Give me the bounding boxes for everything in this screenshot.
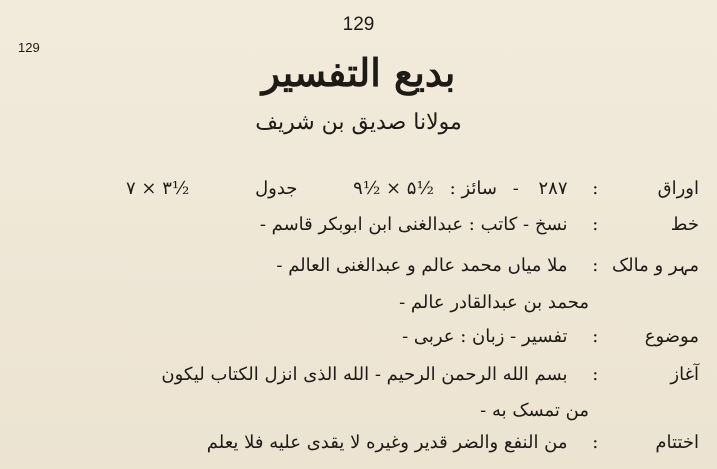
colon: : <box>592 255 599 276</box>
page-number-side: 129 <box>18 40 40 55</box>
separator: - <box>512 178 519 199</box>
label-ikhtitam: اختتام <box>655 432 699 453</box>
row-mawzu <box>402 326 699 347</box>
label-khat: خط <box>670 214 699 235</box>
colon: : <box>592 214 599 235</box>
colon: : <box>592 178 599 199</box>
size-value: ۹½ × ۵½ <box>353 178 434 199</box>
label-awraq: اوراق <box>657 178 699 199</box>
size-label: سائز : <box>449 178 497 199</box>
jadwal-value: ۷ × ۳½ <box>126 178 190 199</box>
mohr-value: ملا میاں محمد عالم و عبدالغنی العالم - <box>276 255 568 276</box>
mohr-value-continued: محمد بن عبدالقادر عالم - <box>399 292 589 313</box>
label-mohr: مہر و مالک <box>612 255 699 276</box>
jadwal-label: جدول <box>255 178 298 199</box>
aghaz-value-continued: من تمسک به - <box>480 400 589 421</box>
ikhtitam-value: من النفع والضر قدیر وغیره لا یقدی علیه فلا یعلم <box>206 432 568 453</box>
label-mawzu: موضوع <box>644 326 699 347</box>
row-ikhtitam <box>207 432 699 453</box>
aghaz-value: بسم الله الرحمن الرحیم - الله الذی انزل الکتاب لیکون <box>161 364 568 385</box>
row-khat <box>260 214 699 235</box>
label-aghaz: آغاز <box>670 364 699 385</box>
khat-value: نسخ - کاتب : عبدالغنی ابن ابوبکر قاسم - <box>259 214 568 235</box>
row-aghaz <box>161 364 699 385</box>
colon: : <box>592 364 599 385</box>
author-name: مولانا صدیق بن شریف <box>255 110 462 135</box>
row-awraq <box>126 178 699 199</box>
colon: : <box>592 432 599 453</box>
row-mohr <box>276 255 699 276</box>
leaves-count: ۲۸۷ <box>538 178 568 199</box>
mawzu-value: تفسیر - زبان : عربی - <box>402 326 568 347</box>
book-title: بدیع التفسیر <box>261 50 456 95</box>
page-number-top: 129 <box>342 14 375 35</box>
colon: : <box>592 326 599 347</box>
